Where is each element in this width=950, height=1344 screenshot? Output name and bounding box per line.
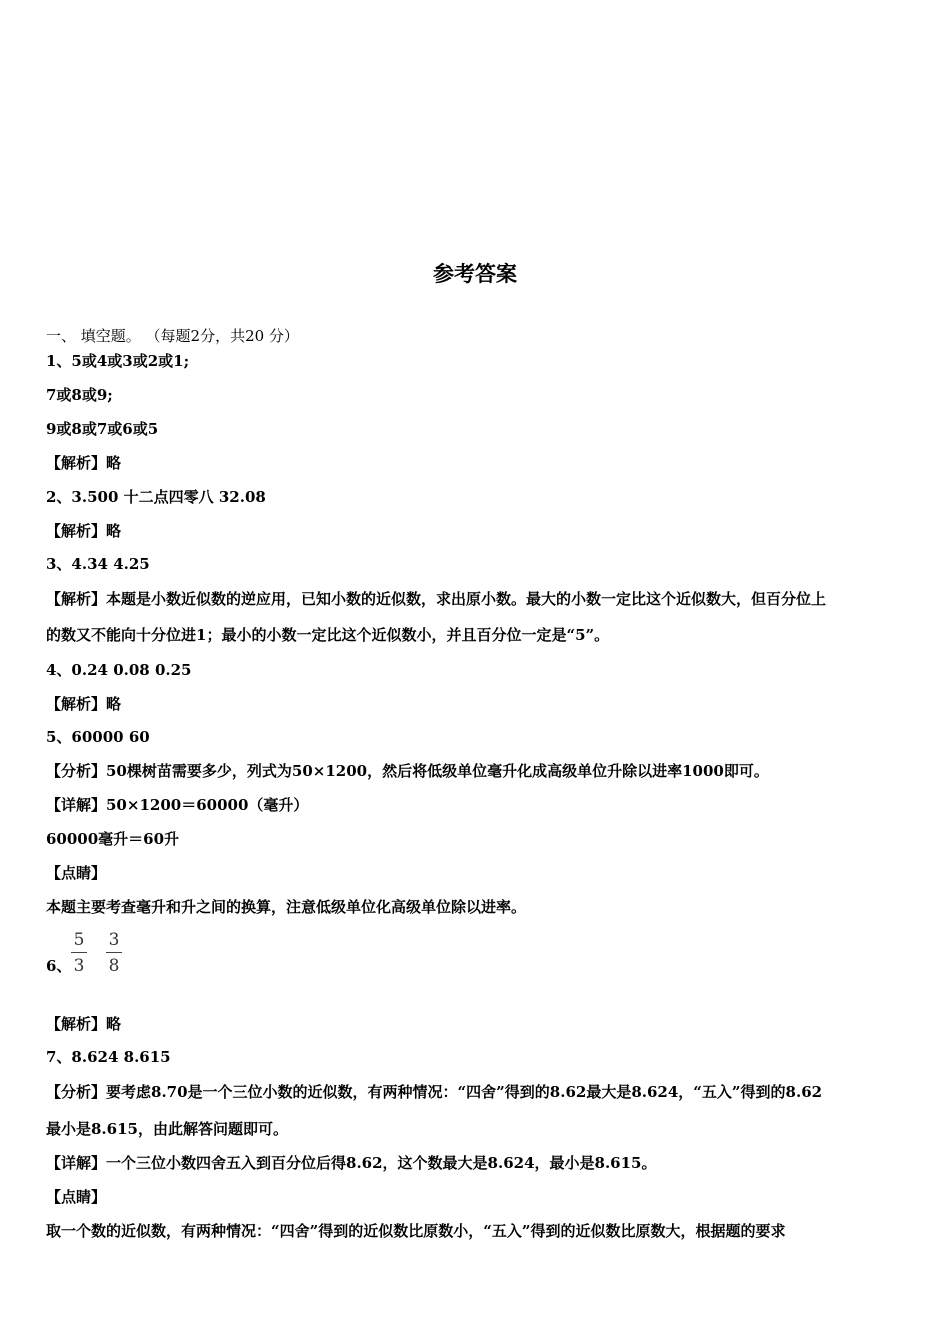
- answer-7-note-label: 【点睛】: [46, 1188, 107, 1206]
- answer-5-note: 本题主要考查毫升和升之间的换算，注意低级单位化高级单位除以进率。: [46, 898, 527, 916]
- answer-7-detail: 【详解】一个三位小数四舍五入到百分位后得8.62，这个数最大是8.624，最小是8.615。: [46, 1154, 657, 1172]
- fraction-bar: [71, 952, 87, 953]
- answer-3: 3、4.34 4.25: [46, 555, 150, 573]
- section-heading: 一、 填空题。 （每题2分，共20 分）: [46, 327, 299, 345]
- answer-5-note-label: 【点睛】: [46, 864, 107, 882]
- fraction-numerator: 5: [73, 930, 85, 950]
- answer-3-analysis-line-1: 【解析】本题是小数近似数的逆应用，已知小数的近似数，求出原小数。最大的小数一定比这个近似数大，但百分位上: [46, 590, 827, 608]
- answer-7-analysis-line-2: 最小是8.615，由此解答问题即可。: [46, 1120, 288, 1138]
- answer-3-analysis-line-2: 的数又不能向十分位进1；最小的小数一定比这个近似数小，并且百分位一定是“5”。: [46, 626, 610, 644]
- fraction-5-over-3: [71, 930, 87, 976]
- answer-4: 4、0.24 0.08 0.25: [46, 661, 192, 679]
- answer-2: 2、3.500 十二点四零八 32.08: [46, 488, 266, 506]
- fraction-bar: [106, 952, 122, 953]
- answer-1-line-3: 9或8或7或6或5: [46, 420, 159, 438]
- fraction-denominator: 3: [73, 956, 85, 976]
- answer-5-detail: 【详解】50×1200＝60000（毫升）: [46, 796, 309, 814]
- fraction-numerator: 3: [108, 930, 120, 950]
- answer-1-line-2: 7或8或9;: [46, 386, 113, 404]
- answer-7-analysis-line-1: 【分析】要考虑8.70是一个三位小数的近似数，有两种情况：“四舍”得到的8.62最大是8.624，“五入”得到的8.62: [46, 1083, 823, 1101]
- answer-1-analysis: 【解析】略: [46, 454, 122, 472]
- answer-1-line-1: 1、5或4或3或2或1;: [46, 352, 190, 370]
- answer-5: 5、60000 60: [46, 728, 150, 746]
- answer-4-analysis: 【解析】略: [46, 695, 122, 713]
- answer-5-analysis: 【分析】50棵树苗需要多少，列式为50×1200，然后将低级单位毫升化成高级单位升除以进率1000即可。: [46, 762, 769, 780]
- answer-7-note: 取一个数的近似数，有两种情况：“四舍”得到的近似数比原数小，“五入”得到的近似数比原数大，根据题的要求: [46, 1222, 786, 1240]
- answer-2-analysis: 【解析】略: [46, 522, 122, 540]
- page-title: 参考答案: [433, 261, 517, 286]
- answer-7: 7、8.624 8.615: [46, 1048, 171, 1066]
- fraction-denominator: 8: [108, 956, 120, 976]
- answer-6-analysis: 【解析】略: [46, 1015, 122, 1033]
- fraction-3-over-8: [106, 930, 122, 976]
- answer-5-detail-2: 60000毫升＝60升: [46, 830, 180, 848]
- answer-6: 6、: [46, 957, 72, 975]
